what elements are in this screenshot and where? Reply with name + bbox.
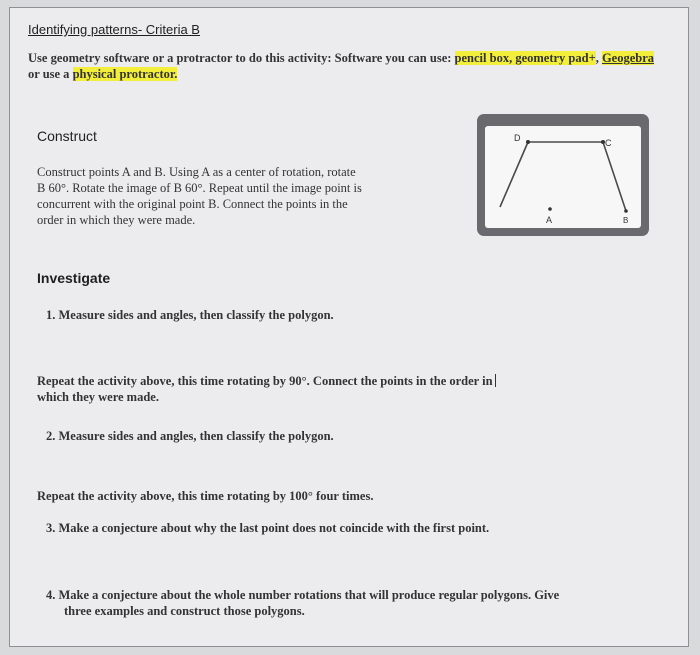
construct-line-2: B 60°. Rotate the image of B 60°. Repeat until the image point is [37, 181, 362, 195]
point-a [548, 207, 552, 211]
rotation-figure [476, 113, 650, 237]
repeat-90-line-1-text: Repeat the activity above, this time rotating by 90°. Connect the points in the order in [37, 374, 493, 388]
highlight-protractor: physical protractor. [72, 67, 178, 81]
instructions-mid: or use a [28, 67, 73, 81]
highlight-pencil-box: pencil box, geometry pad+ [454, 51, 596, 65]
label-a: A [546, 215, 553, 225]
worksheet-title: Identifying patterns- Criteria B [28, 22, 200, 37]
point-d [526, 140, 530, 144]
construct-line-3: concurrent with the original point B. Connect the points in the [37, 197, 348, 211]
instructions [28, 50, 668, 82]
question-1: 1. Measure sides and angles, then classify the polygon. [46, 308, 334, 322]
repeat-90-line-1 [37, 373, 496, 389]
worksheet [9, 7, 689, 647]
point-b [624, 209, 628, 213]
repeat-90-line-2: which they were made. [37, 390, 159, 404]
text-cursor-icon [495, 374, 496, 387]
instructions-separator: , [595, 51, 602, 65]
label-c: C [605, 138, 612, 148]
question-4-line-1: 4. Make a conjecture about the whole number rotations that will produce regular polygons. Give [46, 588, 560, 602]
construct-line-4: order in which they were made. [37, 213, 196, 227]
question-3: 3. Make a conjecture about why the last point does not coincide with the first point. [46, 521, 490, 535]
construct-line-1: Construct points A and B. Using A as a center of rotation, rotate [37, 165, 356, 179]
label-b: B [623, 216, 629, 225]
question-2: 2. Measure sides and angles, then classify the polygon. [46, 429, 334, 443]
construct-heading: Construct [37, 128, 97, 144]
instructions-prefix: Use geometry software or a protractor to do this activity: Software you can use: [28, 51, 455, 65]
investigate-heading: Investigate [37, 270, 111, 286]
repeat-100: Repeat the activity above, this time rotating by 100° four times. [37, 489, 374, 503]
highlight-geogebra: Geogebra [601, 51, 655, 65]
label-d: D [514, 133, 521, 143]
question-4-line-2: three examples and construct those polygons. [64, 604, 305, 618]
